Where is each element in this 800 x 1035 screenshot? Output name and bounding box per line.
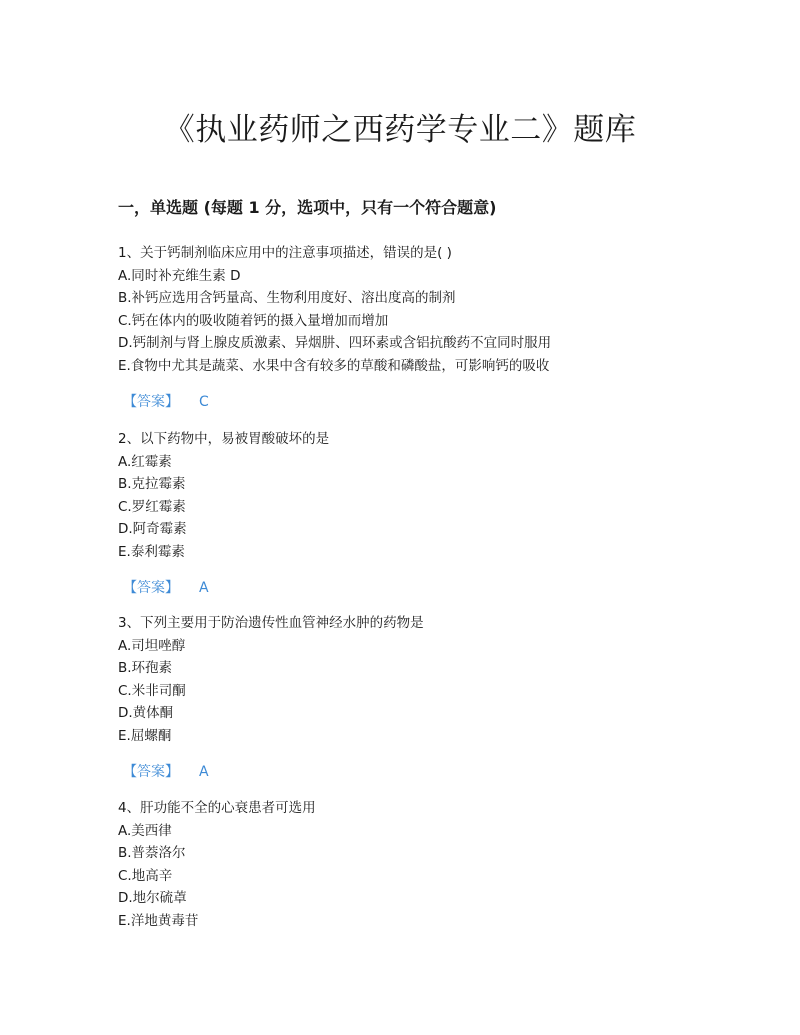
- answer-label: 【答案】: [123, 393, 179, 410]
- option-b: B.环孢素: [118, 660, 173, 677]
- option-b: B.克拉霉素: [118, 476, 186, 493]
- question-2: [118, 428, 718, 599]
- document-title: 《执业药师之西药学专业二》题库: [163, 112, 637, 148]
- answer-label: 【答案】: [123, 579, 179, 596]
- option-c: C.钙在体内的吸收随着钙的摄入量增加而增加: [118, 312, 389, 329]
- option-c: C.米非司酮: [118, 682, 186, 699]
- answer-label: 【答案】: [123, 763, 179, 780]
- option-a: A.司坦唑醇: [118, 637, 186, 654]
- answer-line: [118, 391, 718, 413]
- question-stem: 4、肝功能不全的心衰患者可选用: [118, 800, 316, 816]
- option-e: E.食物中尤其是蔬菜、水果中含有较多的草酸和磷酸盐，可影响钙的吸收: [118, 357, 550, 374]
- question-stem: 2、以下药物中，易被胃酸破坏的是: [118, 431, 330, 447]
- option-d: D.黄体酮: [118, 705, 174, 722]
- option-c: C.地高辛: [118, 867, 173, 884]
- option-d: D.地尔硫䓬: [118, 890, 187, 907]
- section-heading: 一，单选题 (每题 1 分，选项中，只有一个符合题意): [118, 198, 497, 217]
- option-b: B.补钙应选用含钙量高、生物利用度好、溶出度高的制剂: [118, 290, 456, 307]
- answer-line: [118, 577, 718, 599]
- option-e: E.屈螺酮: [118, 727, 172, 744]
- option-e: E.洋地黄毒苷: [118, 912, 199, 929]
- option-e: E.泰利霉素: [118, 543, 185, 560]
- question-stem: 3、下列主要用于防治遗传性血管神经水肿的药物是: [118, 615, 424, 631]
- option-a: A.同时补充维生素 D: [118, 267, 241, 284]
- question-1: [118, 242, 718, 413]
- question-4: [118, 797, 718, 933]
- option-c: C.罗红霉素: [118, 498, 186, 515]
- option-b: B.普萘洛尔: [118, 845, 186, 862]
- answer-line: [118, 761, 718, 783]
- option-a: A.美西律: [118, 822, 172, 839]
- question-3: [118, 612, 718, 783]
- answer-value: C: [199, 393, 209, 410]
- option-d: D.钙制剂与肾上腺皮质激素、异烟肼、四环素或含铝抗酸药不宜同时服用: [118, 335, 552, 352]
- answer-value: A: [199, 763, 209, 780]
- option-a: A.红霉素: [118, 453, 172, 470]
- option-d: D.阿奇霉素: [118, 521, 187, 538]
- question-stem: 1、关于钙制剂临床应用中的注意事项描述，错误的是( ): [118, 245, 452, 261]
- answer-value: A: [199, 579, 209, 596]
